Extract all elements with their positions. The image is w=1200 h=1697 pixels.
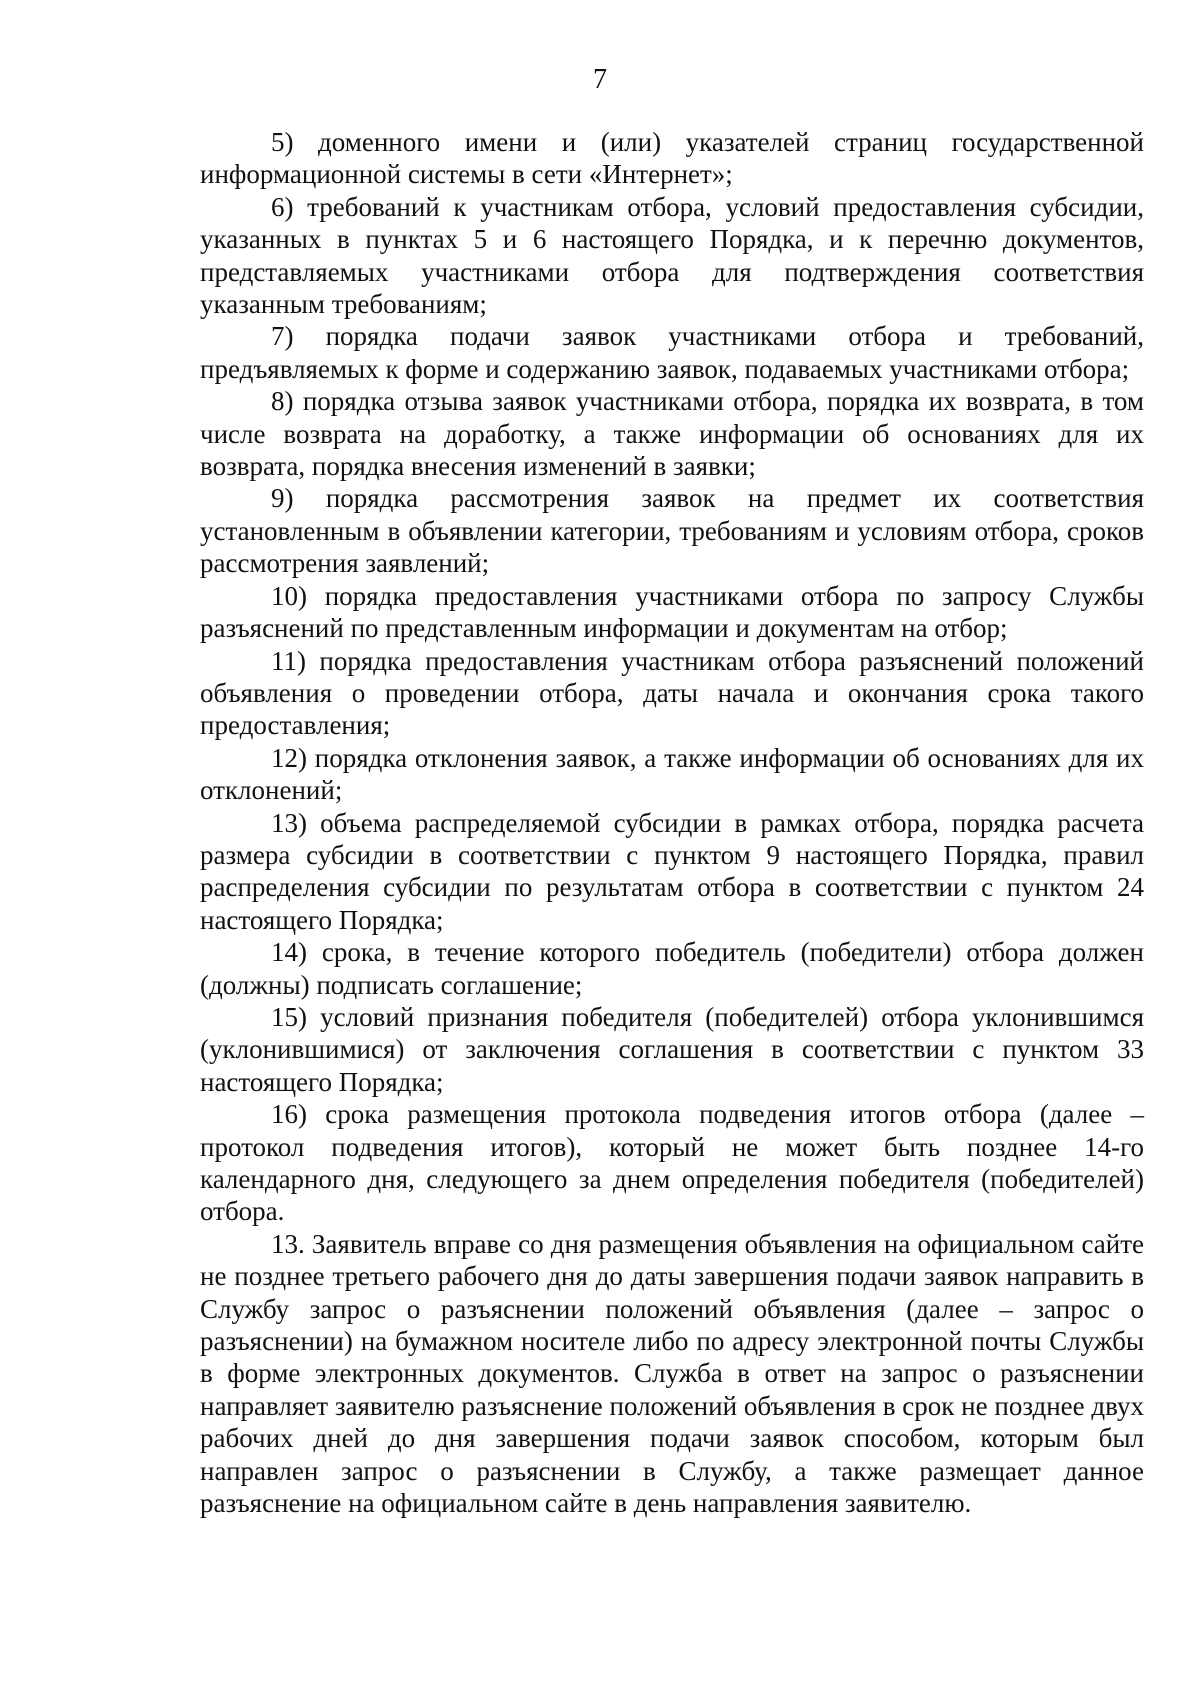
paragraph-section-13: 13. Заявитель вправе со дня размещения объявления на официальном сайте не позднее третьего рабочего дня до даты завершения подачи заявок направить в Службу запрос о разъяснении положений объявления (далее – запрос о разъяснении) на бумажном носителе либо по адресу электронной почты Службы в форме электронных документов. Служба в ответ на запрос о разъяснении направляет заявителю разъяснение положений объявления в срок не позднее двух рабочих дней до дня завершения подачи заявок способом, которым был направлен запрос о разъяснении в Службу, а также размещает данное разъяснение на официальном сайте в день направления заявителю.: [200, 1228, 1144, 1519]
paragraph-item-16: 16) срока размещения протокола подведения итогов отбора (далее – протокол подведения итогов), который не может быть позднее 14-го календарного дня, следующего за днем определения победителя (победителей) отбора.: [200, 1099, 1144, 1227]
paragraph-item-8: 8) порядка отзыва заявок участниками отбора, порядка их возврата, в том числе возврата на доработку, а также информации об основаниях для их возврата, порядка внесения изменений в заявки;: [200, 386, 1144, 482]
paragraph-item-6: 6) требований к участникам отбора, условий предоставления субсидии, указанных в пунктах 5 и 6 настоящего Порядка, и к перечню документов, представляемых участниками отбора для подтверждения соответствия указанным требованиям;: [200, 191, 1144, 320]
paragraph-item-11: 11) порядка предоставления участникам отбора разъяснений положений объявления о проведении отбора, даты начала и окончания срока такого предоставления;: [200, 645, 1144, 741]
paragraph-item-15: 15) условий признания победителя (победителей) отбора уклонившимся (уклонившимися) от заключения соглашения в соответствии с пунктом 33 настоящего Порядка;: [200, 1001, 1144, 1097]
paragraph-item-7: 7) порядка подачи заявок участниками отбора и требований, предъявляемых к форме и содержанию заявок, подаваемых участниками отбора;: [200, 321, 1144, 384]
paragraph-item-5: 5) доменного имени и (или) указателей страниц государственной информационной системы в сети «Интернет»;: [200, 127, 1144, 190]
paragraph-item-12: 12) порядка отклонения заявок, а также информации об основаниях для их отклонений;: [200, 742, 1144, 806]
page-number: 7: [593, 64, 607, 95]
paragraph-item-13: 13) объема распределяемой субсидии в рамках отбора, порядка расчета размера субсидии в соответствии с пунктом 9 настоящего Порядка, правил распределения субсидии по результатам отбора в соответствии с пунктом 24 настоящего Порядка;: [200, 807, 1144, 935]
paragraph-item-9: 9) порядка рассмотрения заявок на предмет их соответствия установленным в объявлении категории, требованиям и условиям отбора, сроков рассмотрения заявлений;: [200, 483, 1144, 579]
document-body: [200, 126, 1144, 1519]
paragraph-item-10: 10) порядка предоставления участниками отбора по запросу Службы разъяснений по представленным информации и документам на отбор;: [200, 580, 1144, 644]
paragraph-item-14: 14) срока, в течение которого победитель (победители) отбора должен (должны) подписать соглашение;: [200, 937, 1144, 1000]
